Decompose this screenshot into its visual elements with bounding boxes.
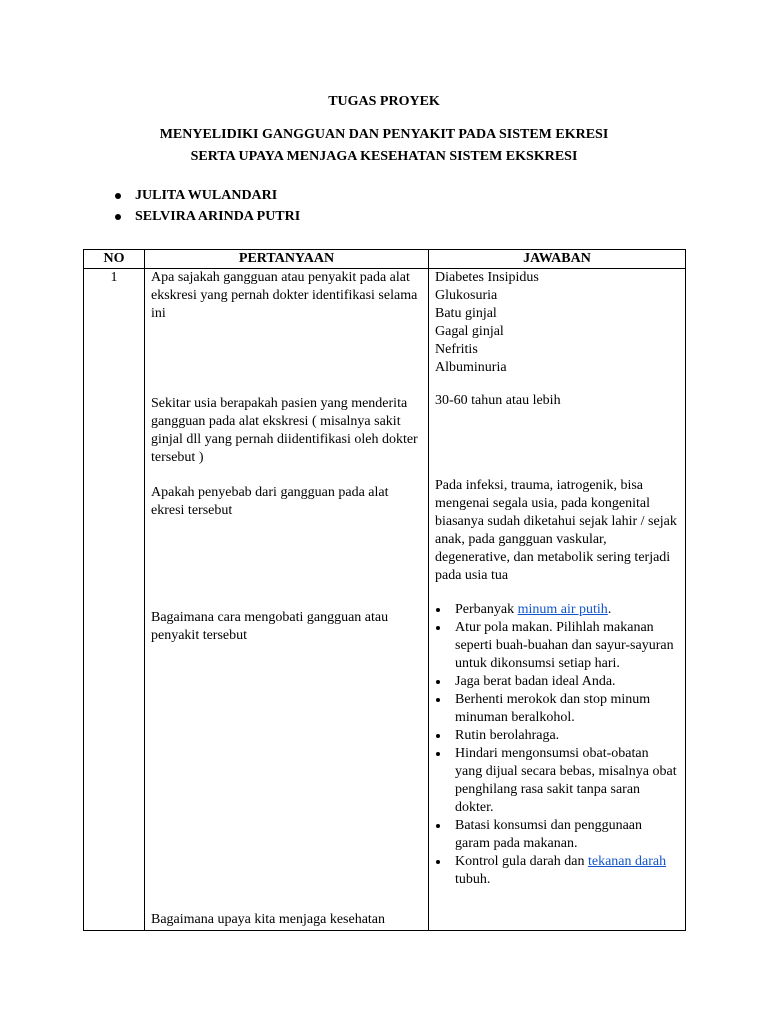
header-no: NO	[84, 250, 145, 269]
document-subtitle-line-2: SERTA UPAYA MENJAGA KESEHATAN SISTEM EKSKRESI	[190, 149, 578, 164]
bullet-icon	[436, 608, 440, 612]
header-answer: JAWABAN	[429, 250, 686, 269]
answer-3: Pada infeksi, trauma, iatrogenik, bisa mengenai segala usia, pada kongenital biasanya sudah diketahui sejak lahir / sejak anak, pada gangguan vaskular, degenerative, dan metabolik sering terjadi pada usia tua	[435, 478, 677, 583]
link-minum-air-putih[interactable]: minum air putih	[517, 602, 608, 617]
row-number: 1	[84, 269, 145, 931]
list-item: Jaga berat badan ideal Anda.	[435, 673, 679, 691]
question-3: Apakah penyebab dari gangguan pada alat ekresi tersebut	[151, 485, 389, 518]
document-subtitle-line-1: MENYELIDIKI GANGGUAN DAN PENYAKIT PADA SISTEM EKRESI	[159, 127, 609, 142]
question-2: Sekitar usia berapakah pasien yang menderita gangguan pada alat ekskresi ( misalnya sakit ginjal dll yang pernah diidentifikasi oleh dokter tersebut )	[151, 396, 418, 465]
question-5: Bagaimana upaya kita menjaga kesehatan	[151, 912, 386, 927]
answer-1-line: Albuminuria	[435, 360, 507, 375]
answer-1-line: Gagal ginjal	[435, 324, 504, 339]
answer-4	[435, 601, 679, 889]
answer-1-line: Glukosuria	[435, 288, 498, 303]
answer-2: 30-60 tahun atau lebih	[435, 393, 561, 408]
bullet-icon	[115, 214, 121, 220]
list-item: Batasi konsumsi dan penggunaan garam pada makanan.	[435, 817, 679, 853]
answer-1-line: Diabetes Insipidus	[435, 270, 539, 285]
bullet-icon	[436, 680, 440, 684]
question-cell	[145, 269, 429, 931]
list-item: Hindari mengonsumsi obat-obatan yang dijual secara bebas, misalnya obat penghilang rasa sakit tanpa saran dokter.	[435, 745, 679, 817]
link-tekanan-darah[interactable]: tekanan darah	[587, 854, 667, 869]
qa-table	[83, 249, 686, 931]
list-item: Atur pola makan. Pilihlah makanan seperti buah-buahan dan sayur-sayuran untuk dikonsumsi setiap hari.	[435, 619, 679, 673]
bullet-icon	[115, 193, 121, 199]
member-list	[112, 187, 300, 229]
member-item	[112, 187, 300, 208]
member-name: SELVIRA ARINDA PUTRI	[135, 209, 301, 224]
bullet-icon	[436, 698, 440, 702]
answer-1-line: Nefritis	[435, 342, 478, 357]
list-item: Rutin berolahraga.	[435, 727, 679, 745]
bullet-icon	[436, 626, 440, 630]
header-question: PERTANYAAN	[145, 250, 429, 269]
document-title: TUGAS PROYEK	[328, 94, 440, 109]
treatment-list	[435, 601, 679, 889]
question-1: Apa sajakah gangguan atau penyakit pada alat ekskresi yang pernah dokter identifikasi selama ini	[151, 270, 418, 321]
list-item: Kontrol gula darah dan tekanan darah tubuh.	[435, 853, 679, 889]
list-item: Berhenti merokok dan stop minum minuman beralkohol.	[435, 691, 679, 727]
table-row	[84, 269, 686, 931]
member-item	[112, 208, 300, 229]
answer-cell	[429, 269, 686, 931]
bullet-icon	[436, 734, 440, 738]
bullet-icon	[436, 860, 440, 864]
table-header-row	[84, 250, 686, 269]
question-4: Bagaimana cara mengobati gangguan atau penyakit tersebut	[151, 610, 389, 643]
bullet-icon	[436, 752, 440, 756]
member-name: JULITA WULANDARI	[135, 188, 278, 203]
answer-1	[435, 269, 679, 377]
answer-1-line: Batu ginjal	[435, 306, 497, 321]
list-item: Perbanyak minum air putih.	[435, 601, 679, 619]
bullet-icon	[436, 824, 440, 828]
